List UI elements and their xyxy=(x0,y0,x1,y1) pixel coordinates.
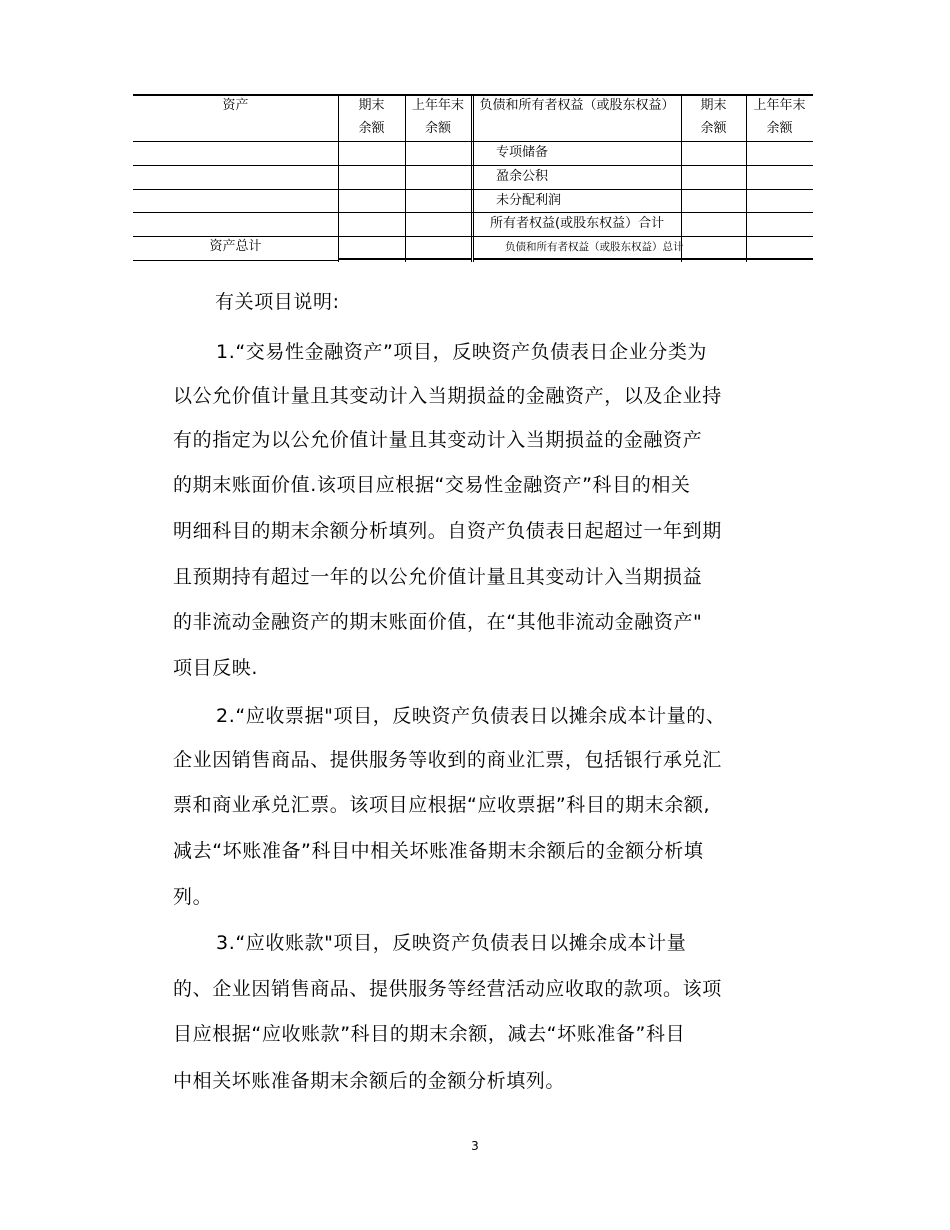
row-special-reserve: 专项储备 xyxy=(496,145,549,160)
note2-line: 2.“应收票据"项目，反映资产负债表日以摊余成本计量的、 xyxy=(216,705,726,727)
row-undistributed-profit: 未分配利润 xyxy=(496,193,562,208)
note1-line: 1.“交易性金融资产”项目，反映资产负债表日企业分类为 xyxy=(216,341,708,363)
note1-line: 明细科目的期末余额分析填列。自资产负债表日起超过一年到期 xyxy=(173,520,722,542)
notes-heading: 有关项目说明: xyxy=(215,291,340,313)
table-col-rule xyxy=(473,94,474,262)
note3-line: 目应根据“应收账款”科目的期末余额，减去“坏账准备”科目 xyxy=(173,1023,686,1045)
note2-line: 票和商业承兑汇票。该项目应根据“应收票据”科目的期末余额, xyxy=(173,794,711,816)
header-prev-year: 上年年末 xyxy=(411,98,464,113)
header-period-end-right: 期末 xyxy=(700,98,727,113)
note3-line: 3.“应收账款"项目，反映资产负债表日以摊余成本计量 xyxy=(216,932,687,954)
header-assets: 资产 xyxy=(222,98,249,113)
table-rule xyxy=(473,258,813,260)
header-prev-year-right: 上年年末 xyxy=(753,98,806,113)
note3-line: 中相关坏账准备期末余额后的金额分析填列。 xyxy=(173,1070,566,1092)
balance-sheet-table xyxy=(133,94,813,262)
note1-line: 项目反映. xyxy=(173,657,259,679)
note2-line: 减去“坏账准备”科目中相关坏账准备期末余额后的金额分析填 xyxy=(173,840,704,862)
note1-line: 以公允价值计量且其变动计入当期损益的金融资产，以及企业持 xyxy=(173,385,722,407)
row-surplus-reserve: 盈余公积 xyxy=(496,169,549,184)
header-prev-year-2: 余额 xyxy=(424,121,451,136)
table-col-rule xyxy=(471,94,472,262)
note2-line: 列。 xyxy=(173,886,213,908)
note1-line: 的非流动金融资产的期末账面价值，在“其他非流动金融资产" xyxy=(173,611,703,633)
note1-line: 的期末账面价值.该项目应根据“交易性金融资产”科目的相关 xyxy=(173,474,691,496)
header-period-end-2: 余额 xyxy=(358,121,385,136)
row-equity-total: 所有者权益(或股东权益）合计 xyxy=(490,216,665,231)
page-number: 3 xyxy=(471,1139,479,1153)
header-period-end-right-2: 余额 xyxy=(700,121,727,136)
table-rule xyxy=(133,260,338,261)
row-liab-equity-total: 负债和所有者权益（或股东权益）总计 xyxy=(505,241,684,253)
header-liabilities-equity: 负债和所有者权益（或股东权益） xyxy=(479,98,675,113)
note1-line: 有的指定为以公允价值计量且其变动计入当期损益的金融资产 xyxy=(173,429,703,451)
header-prev-year-right-2: 余额 xyxy=(766,121,793,136)
note3-line: 的、企业因销售商品、提供服务等经营活动应收取的款项。该项 xyxy=(173,978,722,1000)
note2-line: 企业因销售商品、提供服务等收到的商业汇票，包括银行承兑汇 xyxy=(173,749,722,771)
header-period-end: 期末 xyxy=(358,98,385,113)
note1-line: 且预期持有超过一年的以公允价值计量且其变动计入当期损益 xyxy=(173,566,703,588)
row-assets-total: 资产总计 xyxy=(209,239,262,254)
